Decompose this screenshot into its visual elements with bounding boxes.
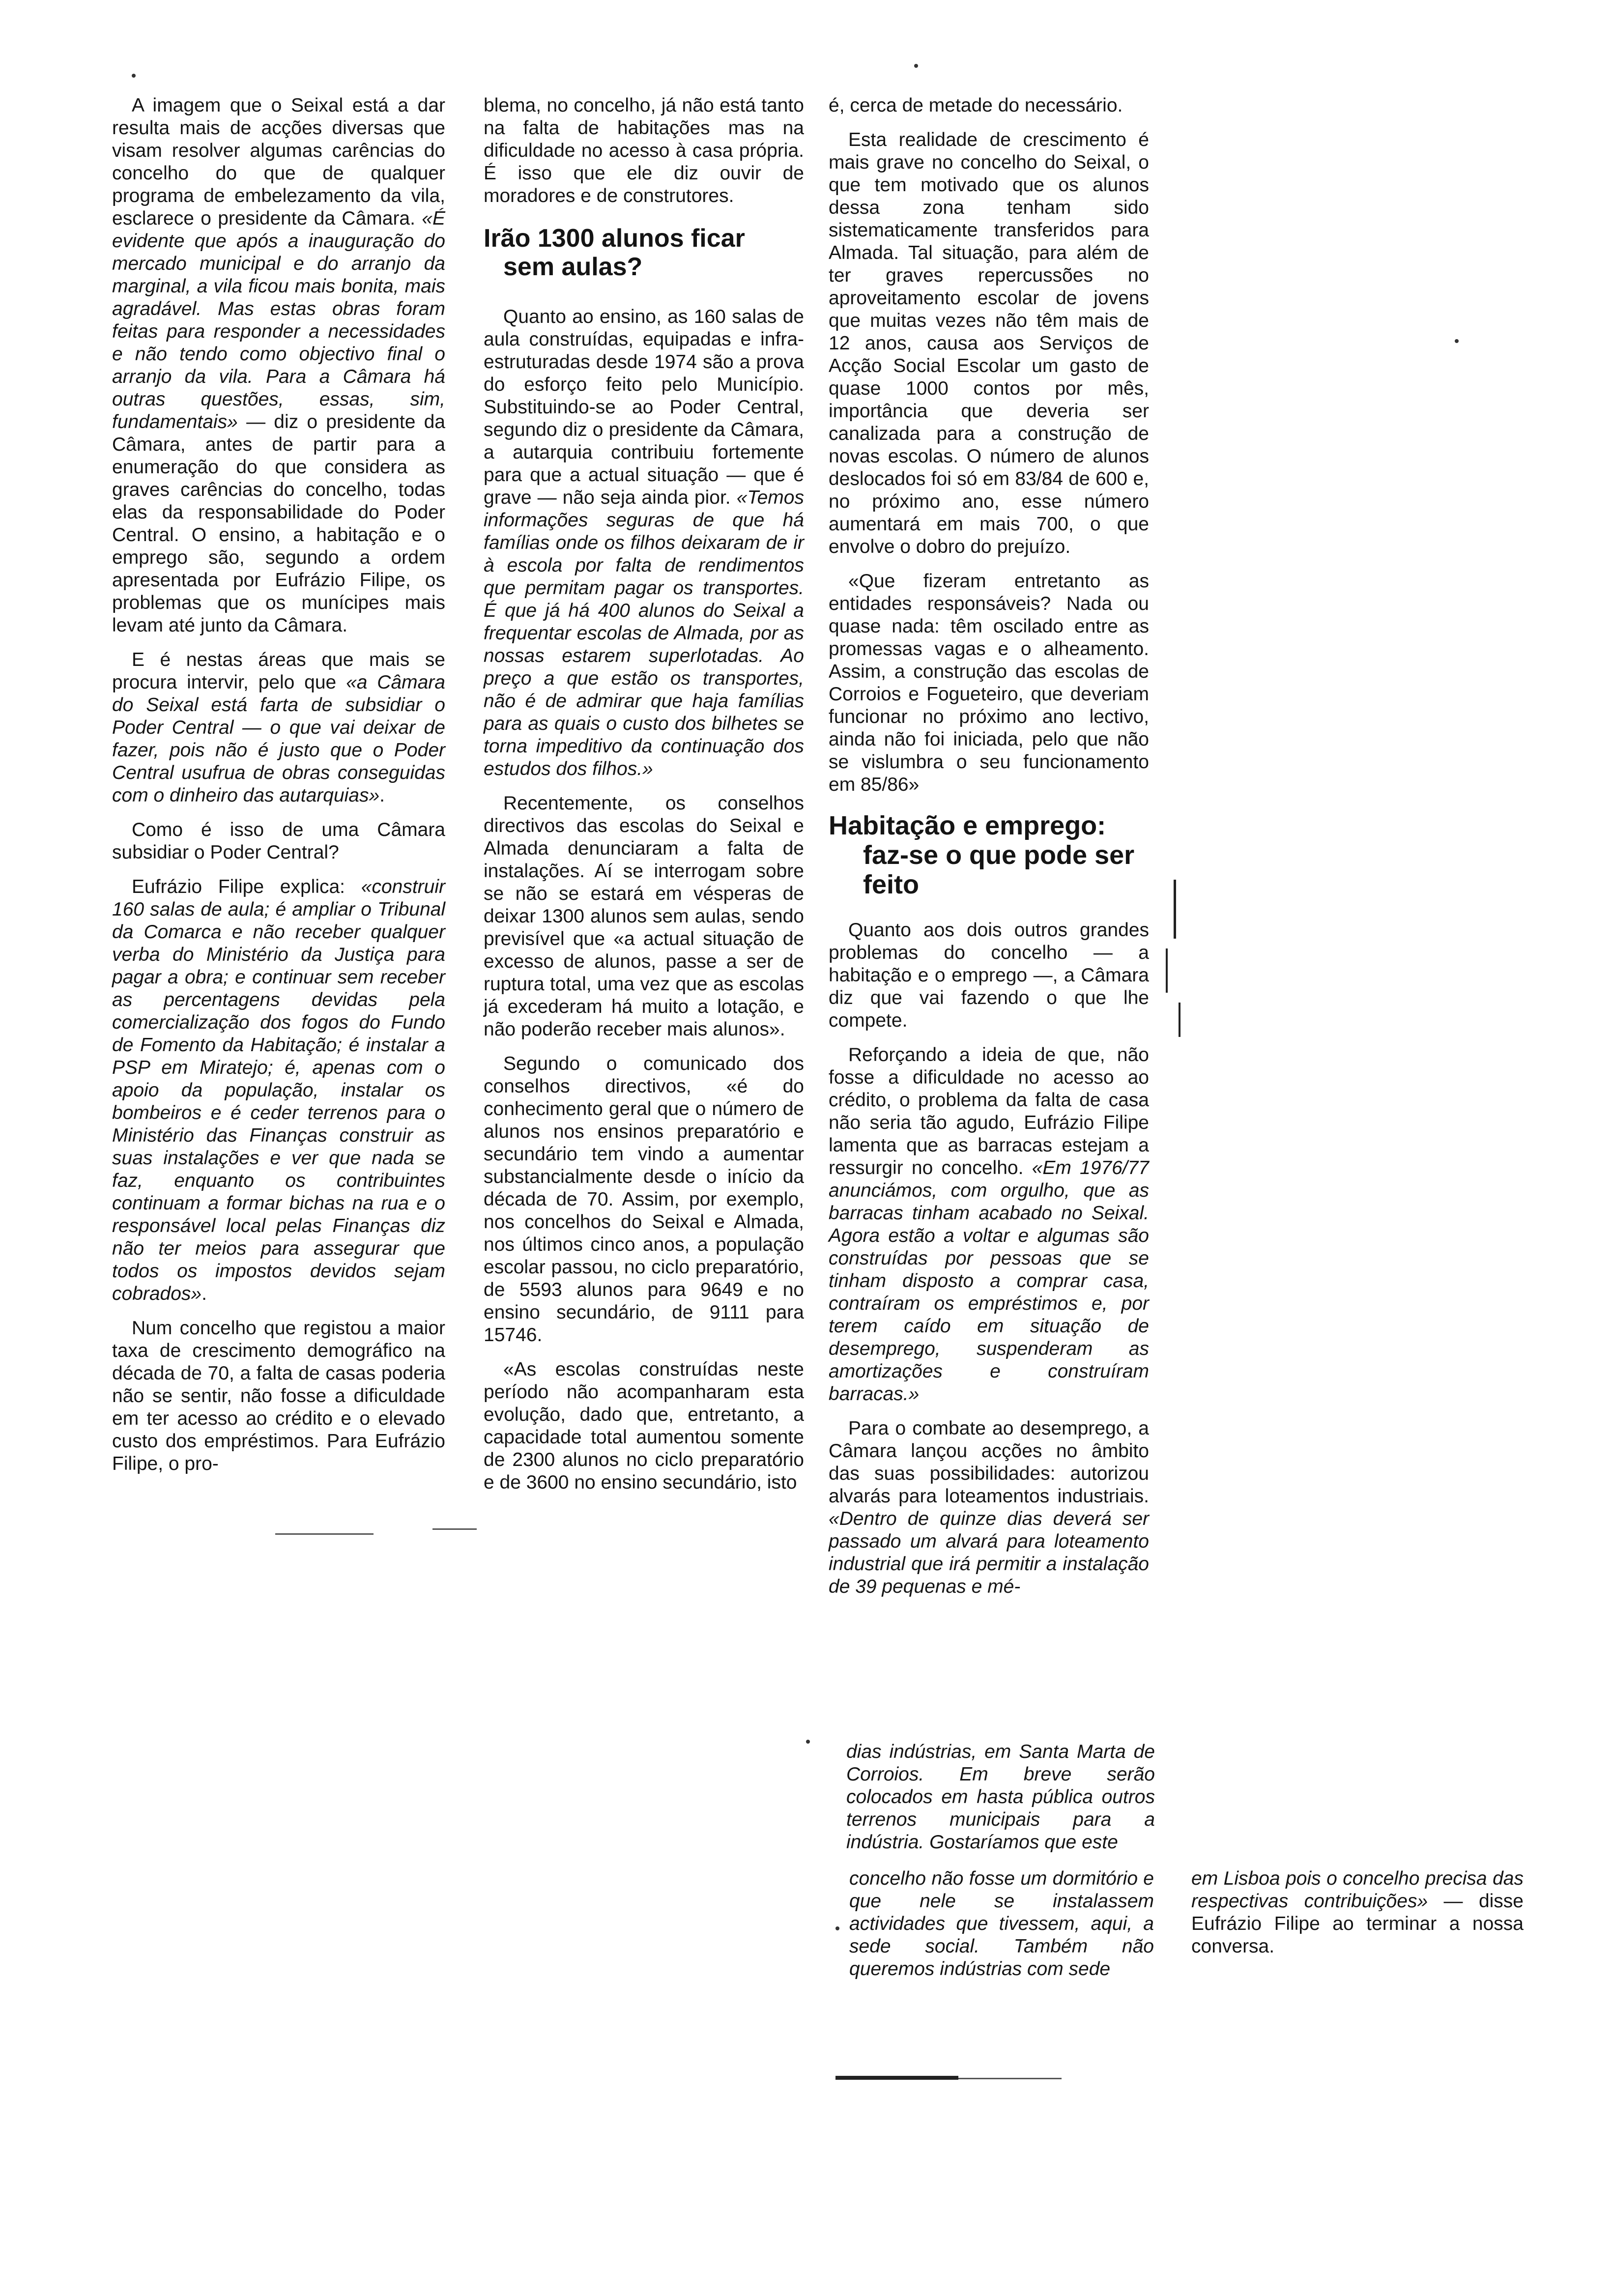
paragraph <box>829 129 1149 558</box>
scan-speck <box>806 1740 810 1744</box>
paragraph <box>112 1317 445 1475</box>
paragraph <box>849 1867 1154 1980</box>
paragraph-text: Como é isso de uma Câmara subsidiar o Poder Central? <box>112 819 445 863</box>
paragraph-quote: «Temos informações seguras de que há famílias onde os filhos deixaram de ir à escola por falta de rendimentos que permitam pagar os transportes. É que já há 400 alunos do Seixal a frequentar escolas de Almada, por as nossas estarem superlotadas. Ao preço a que estão os transportes, não é de admirar que haja famílias para as quais o custo dos bilhetes se torna impeditivo da continuação dos estudos dos filhos.» <box>484 487 804 779</box>
paragraph-text: E é nestas áreas que mais se procura intervir, pelo que <box>112 649 445 693</box>
paragraph-quote: em Lisboa pois o concelho precisa das respectivas contribuições» <box>1191 1868 1524 1912</box>
margin-mark <box>1166 948 1168 993</box>
paragraph <box>112 876 445 1305</box>
heading-line: sem aulas? <box>503 253 643 281</box>
margin-mark <box>1174 880 1176 939</box>
paragraph <box>829 94 1149 117</box>
paragraph-text: Quanto ao ensino, as 160 salas de aula construídas, equipadas e infra-estruturadas desde 1974 são a prova do esforço feito pelo Município. Substituindo-se ao Poder Central, segundo diz o presidente da Câmara, a autarquia contribuiu fortemente para que a actual situação — que é grave — não seja ainda pior. <box>484 306 804 508</box>
margin-mark <box>1179 1003 1180 1037</box>
scan-speck <box>835 1926 839 1930</box>
paragraph-quote: «Dentro de quinze dias deverá ser passado um alvará para loteamento industrial que irá permitir a instalação de 39 pequenas e mé- <box>829 1508 1149 1597</box>
heading-line: Habitação e emprego: <box>829 811 1106 840</box>
paragraph <box>846 1741 1155 1854</box>
paragraph-text: Quanto aos dois outros grandes problemas do concelho — a habitação e o emprego —, a Câmara diz que vai fazendo o que lhe compete. <box>829 919 1149 1031</box>
scan-speck <box>914 64 918 68</box>
scan-noise <box>432 1528 477 1530</box>
paragraph-text: Segundo o comunicado dos conselhos directivos, «é do conhecimento geral que o número de alunos nos ensinos preparatório e secundário tem vindo a aumentar substancialmente desde o início da década de 70. Assim, por exemplo, nos concelhos do Seixal e Almada, nos últimos cinco anos, a população escolar passou, no ciclo preparatório, de 5593 alunos para 9649 e no ensino secundário, de 9111 para 15746. <box>484 1053 804 1346</box>
paragraph <box>484 94 804 207</box>
scan-speck <box>1455 339 1459 343</box>
paragraph <box>829 919 1149 1032</box>
paragraph-text: é, cerca de metade do necessário. <box>829 95 1123 116</box>
paragraph-quote: concelho não fosse um dormitório e que nele se instalassem actividades que tivessem, aqui, a sede social. Também não queremos indústrias com sede <box>849 1868 1154 1980</box>
paragraph-text-after: — disse Eufrázio Filipe ao terminar a nossa conversa. <box>1191 1891 1524 1957</box>
paragraph-text: Eufrázio Filipe explica: <box>132 876 361 897</box>
column-2 <box>484 94 804 1506</box>
paragraph-quote: «construir 160 salas de aula; é ampliar o Tribunal da Comarca e não receber qualquer verba do Ministério da Justiça para pagar a obra; e continuar sem receber as percentagens devidas pela comercialização dos fogos do Fundo de Fomento da Habitação; é instalar a PSP em Miratejo; é, apenas com o apoio da população, instalar os bombeiros e é ceder terrenos para o Ministério das Finanças construir as suas instalações e ver que nada se faz, enquanto os contribuintes continuam a formar bichas na rua e o responsável local pelas Finanças diz não ter meios para assegurar que todos os impostos devidos sejam cobrados» <box>112 876 445 1304</box>
paragraph <box>829 1417 1149 1598</box>
heading-line: feito <box>863 870 919 899</box>
section-heading <box>829 811 1149 899</box>
paragraph <box>484 792 804 1041</box>
paragraph-text: Reforçando a ideia de que, não fosse a dificuldade no acesso ao crédito, o problema da falta de casa não seria tão agudo, Eufrázio Filipe lamenta que as barracas estejam a ressurgir no concelho. <box>829 1044 1149 1178</box>
paragraph-quote: «a Câmara do Seixal está farta de subsidiar o Poder Central — o que vai deixar de fazer, pois não é justo que o Poder Central usufrua de obras conseguidas com o dinheiro das autarquias» <box>112 672 445 806</box>
end-rule <box>835 2076 958 2080</box>
paragraph-text: A imagem que o Seixal está a dar resulta mais de acções diversas que visam resolver algumas carências do concelho do que de qualquer programa de embelezamento da vila, esclarece o presidente da Câmara. <box>112 95 445 229</box>
heading-line: Irão 1300 alunos ficar <box>484 224 745 253</box>
paragraph-text: «Que fizeram entretanto as entidades responsáveis? Nada ou quase nada: têm oscilado entre as promessas vagas e o alheamento. Assim, a construção das escolas de Corroios e Fogueteiro, que deveriam funcionar no próximo ano lectivo, ainda não foi iniciada, pelo que não se vislumbra o seu funcionamento em 85/86» <box>829 571 1149 795</box>
column-3-continuation <box>846 1741 1155 1866</box>
paragraph-text: Esta realidade de crescimento é mais grave no concelho do Seixal, o que tem motivado que os alunos dessa zona tenham sido sistematicamente transferidos para Almada. Tal situação, para além de ter graves repercussões no aproveitamento escolar de jovens que muitas vezes não têm mais de 12 anos, causa aos Serviços de Acção Social Escolar um gasto de quase 1000 contos por mês, importância que deveria ser canalizada para a construção de novas escolas. O número de alunos deslocados foi só em 83/84 de 600 e, no próximo ano, esse número aumentará em mais 700, o que envolve o dobro do prejuízo. <box>829 129 1149 557</box>
paragraph-text: «As escolas construídas neste período não acompanharam esta evolução, dado que, entretanto, a capacidade total aumentou somente de 2300 alunos no ciclo preparatório e de 3600 no ensino secundário, isto <box>484 1359 804 1493</box>
column-4 <box>849 1867 1154 1992</box>
paragraph-quote: dias indústrias, em Santa Marta de Corroios. Em breve serão colocados em hasta pública outros terrenos municipais para a indústria. Gostaríamos que este <box>846 1741 1155 1853</box>
scan-noise <box>958 2078 1062 2079</box>
paragraph <box>112 649 445 807</box>
column-1 <box>112 94 445 1487</box>
paragraph-quote: «Em 1976/77 anunciámos, com orgulho, que as barracas tinham acabado no Seixal. Agora estão a voltar e algumas são construídas por pessoas que se tinham disposto a comprar casa, contraíram os empréstimos e, por terem caído em situação de desemprego, suspenderam as amortizações e construíram barracas.» <box>829 1157 1149 1405</box>
paragraph <box>829 570 1149 796</box>
heading-line: faz-se o que pode ser <box>863 840 1135 870</box>
scan-speck <box>132 74 136 78</box>
paragraph <box>484 1358 804 1494</box>
paragraph-text: Num concelho que registou a maior taxa de crescimento demográfico na década de 70, a falta de casas poderia não se sentir, não fosse a dificuldade em ter acesso ao crédito e o elevado custo dos empréstimos. Para Eufrázio Filipe, o pro- <box>112 1318 445 1474</box>
paragraph <box>484 306 804 780</box>
paragraph-text: blema, no concelho, já não está tanto na falta de habitações mas na dificuldade no acesso à casa própria. É isso que ele diz ouvir de moradores e de construtores. <box>484 95 804 206</box>
paragraph <box>1191 1867 1524 1958</box>
paragraph <box>112 819 445 864</box>
column-5 <box>1191 1867 1524 1970</box>
section-heading <box>484 224 804 281</box>
paragraph <box>829 1044 1149 1406</box>
paragraph <box>484 1053 804 1347</box>
paragraph-text-after: . <box>379 785 385 806</box>
paragraph-text-after: — diz o presidente da Câmara, antes de partir para a enumeração do que considera as graves carências do concelho, todas elas da responsabilidade do Poder Central. O ensino, a habitação e o emprego são, segundo a ordem apresentada por Eufrázio Filipe, os problemas que os munícipes mais levam até junto da Câmara. <box>112 411 445 636</box>
column-3 <box>829 94 1149 1610</box>
paragraph-text-after: . <box>202 1283 207 1304</box>
paragraph-text: Para o combate ao desemprego, a Câmara lançou acções no âmbito das suas possibilidades: autorizou alvarás para loteamentos industriais. <box>829 1418 1149 1507</box>
scan-noise <box>275 1533 374 1535</box>
paragraph-text: Recentemente, os conselhos directivos das escolas do Seixal e Almada denunciaram a falta de instalações. Aí se interrogam sobre se não se estará em vésperas de deixar 1300 alunos sem aulas, sendo previsível que «a actual situação de excesso de alunos, passe a ser de ruptura total, uma vez que as escolas já excederam há muito a lotação, e não poderão receber mais alunos». <box>484 793 804 1040</box>
paragraph <box>112 94 445 637</box>
paragraph-quote: «É evidente que após a inauguração do mercado municipal e do arranjo da marginal, a vila ficou mais bonita, mais agradável. Mas estas obras foram feitas para responder a necessidades e não tendo como objectivo final o arranjo da vila. Para a Câmara há outras questões, essas, sim, fundamentais» <box>112 208 445 432</box>
